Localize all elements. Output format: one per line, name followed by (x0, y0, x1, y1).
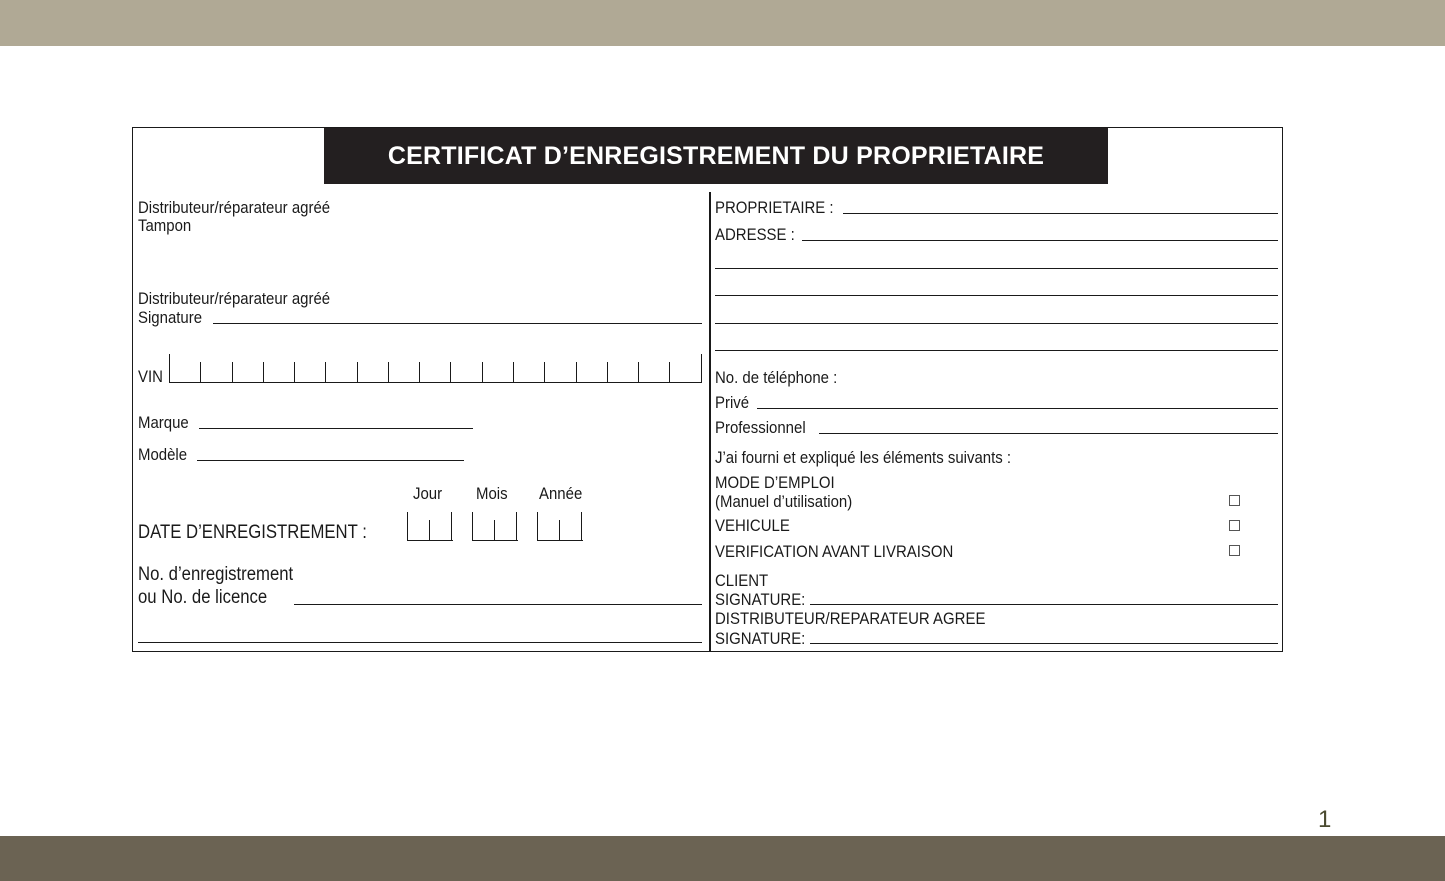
vin-digit-separator (544, 362, 545, 382)
registration-number-field[interactable] (294, 604, 702, 605)
vin-digit-separator (701, 354, 702, 382)
user-manual-sublabel: (Manuel d’utilisation) (715, 492, 853, 511)
private-phone-label: Privé (715, 393, 750, 412)
date-year-field[interactable] (537, 512, 583, 541)
registration-date-label: DATE D’ENREGISTREMENT : (138, 522, 367, 543)
brand-label: Marque (138, 413, 189, 432)
owner-field[interactable] (843, 213, 1278, 214)
vin-digit-separator (232, 362, 233, 382)
private-phone-field[interactable] (757, 408, 1278, 409)
vin-digit-separator (576, 362, 577, 382)
dealer-signature-label: Signature (138, 308, 203, 327)
licence-number-label: ou No. de licence (138, 587, 268, 608)
vin-digit-separator (263, 362, 264, 382)
vin-digit-separator (325, 362, 326, 382)
user-manual-label: MODE D’EMPLOI (715, 473, 835, 492)
vin-digit-separator (638, 362, 639, 382)
predelivery-check-checkbox[interactable] (1229, 545, 1240, 556)
day-label: Jour (413, 484, 443, 503)
dealer-final-signature-label: SIGNATURE: (715, 629, 806, 648)
vehicle-checkbox[interactable] (1229, 520, 1240, 531)
vin-digit-separator (419, 362, 420, 382)
vin-digit-separator (513, 362, 514, 382)
dealer-label: DISTRIBUTEUR/REPARATEUR AGREE (715, 609, 986, 628)
provided-items-label: J’ai fourni et expliqué les éléments suivants : (715, 448, 1012, 467)
date-month-field[interactable] (472, 512, 518, 541)
vin-label: VIN (138, 367, 163, 386)
model-label: Modèle (138, 445, 188, 464)
client-signature-field[interactable] (810, 604, 1278, 605)
owner-registration-form (132, 127, 1283, 652)
page-number: 1 (1318, 806, 1332, 833)
professional-phone-field[interactable] (819, 433, 1278, 434)
client-label: CLIENT (715, 571, 769, 590)
dealer-stamp-label: Distributeur/réparateur agréé (138, 198, 331, 217)
address-line-5[interactable] (715, 350, 1278, 351)
owner-label: PROPRIETAIRE : (715, 198, 834, 217)
month-label: Mois (476, 484, 508, 503)
dealer-signature-field[interactable] (213, 323, 702, 324)
address-line-4[interactable] (715, 323, 1278, 324)
vin-field[interactable] (169, 354, 702, 383)
vin-digit-separator (294, 362, 295, 382)
address-field[interactable] (802, 240, 1278, 241)
header-band (0, 0, 1445, 46)
column-divider (709, 192, 711, 652)
vin-digit-separator (607, 362, 608, 382)
dealer-final-signature-field[interactable] (810, 643, 1278, 644)
professional-phone-label: Professionnel (715, 418, 806, 437)
vin-digit-separator (357, 362, 358, 382)
brand-field[interactable] (199, 428, 473, 429)
form-title: CERTIFICAT D’ENREGISTREMENT DU PROPRIETAIRE (324, 128, 1108, 184)
stamp-label: Tampon (138, 216, 192, 235)
dealer-signature-heading: Distributeur/réparateur agréé (138, 289, 331, 308)
model-field[interactable] (197, 460, 464, 461)
client-signature-label: SIGNATURE: (715, 590, 806, 609)
address-line-2[interactable] (715, 268, 1278, 269)
vin-digit-separator (388, 362, 389, 382)
footer-band (0, 836, 1445, 881)
phone-label: No. de téléphone : (715, 368, 838, 387)
address-line-3[interactable] (715, 295, 1278, 296)
date-day-field[interactable] (407, 512, 453, 541)
vin-digit-separator (482, 362, 483, 382)
vin-digit-separator (669, 362, 670, 382)
registration-number-label: No. d’enregistrement (138, 564, 294, 585)
year-label: Année (539, 484, 583, 503)
registration-number-extra-line[interactable] (138, 642, 702, 643)
vin-digit-separator (200, 362, 201, 382)
vin-digit-separator (169, 354, 170, 382)
user-manual-checkbox[interactable] (1229, 495, 1240, 506)
vin-digit-separator (450, 362, 451, 382)
predelivery-check-label: VERIFICATION AVANT LIVRAISON (715, 542, 954, 561)
vehicle-label: VEHICULE (715, 516, 790, 535)
address-label: ADRESSE : (715, 225, 795, 244)
